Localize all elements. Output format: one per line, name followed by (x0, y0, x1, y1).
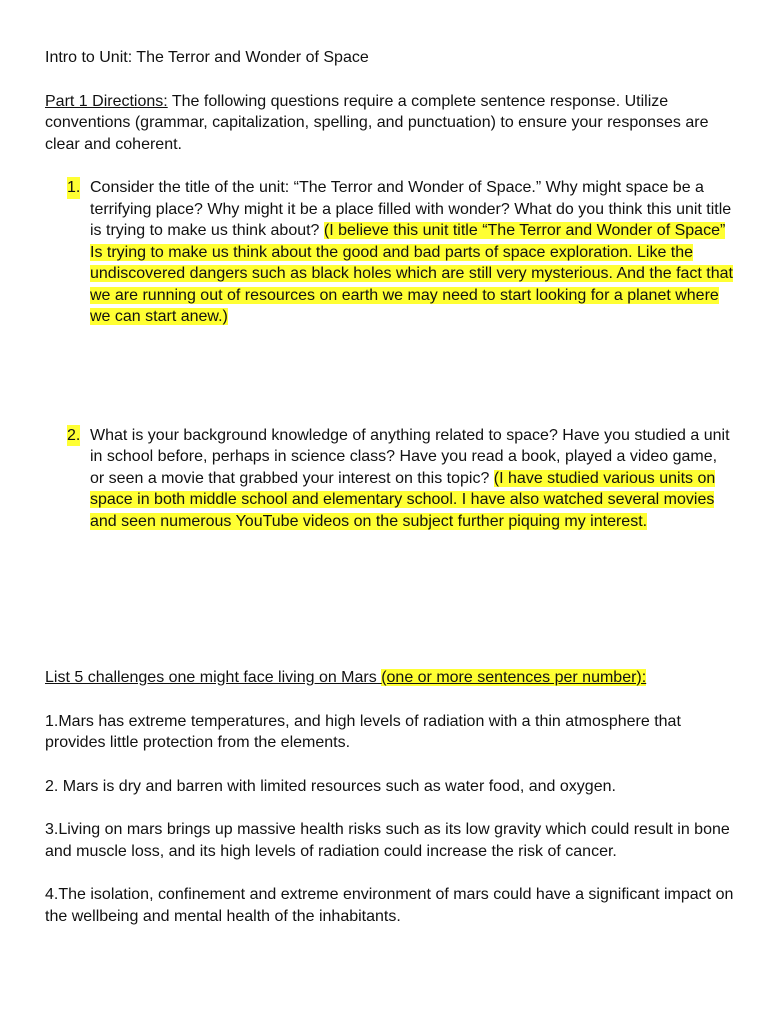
part1-directions (45, 91, 735, 156)
question-number: 2. (67, 425, 80, 447)
challenge-item: 3.Living on mars brings up massive health risks such as its low gravity which could result in bone and muscle loss, and its high levels of radiation could increase the risk of cancer. (45, 821, 730, 860)
question-answer: (I have studied various units on space in both middle school and elementary school. I have also watched several movies and seen numerous YouTube videos on the subject further piquing my interest. (90, 469, 716, 530)
part1-directions-text: The following questions require a complete sentence response. Utilize conventions (grammar, capitalization, spelling, and punctuation) to ensure your responses are clear and coherent. (45, 92, 709, 153)
challenges-heading-text: List 5 challenges one might face living on Mars (45, 669, 382, 686)
part1-directions-label: Part 1 Directions: (45, 92, 168, 110)
question-prompt: What is your background knowledge of anything related to space? Have you studied a unit in school before, perhaps in science class? Have you read a book, played a video game, or seen a movie that grabbed your interest on this topic? (90, 426, 730, 487)
challenges-heading-note: (one or more sentences per number): (381, 669, 647, 686)
question-prompt: Consider the title of the unit: “The Terror and Wonder of Space.” Why might space be a terrifying place? Why might it be a place filled with wonder? What do you think this unit title is trying to make us think about? (90, 179, 732, 239)
question-item-2 (45, 425, 735, 533)
question-number: 1. (67, 177, 80, 199)
challenges-heading (45, 667, 735, 689)
challenge-item: 2. Mars is dry and barren with limited resources such as water food, and oxygen. (45, 777, 616, 795)
document-page (45, 47, 735, 949)
challenge-item: 1.Mars has extreme temperatures, and high levels of radiation with a thin atmosphere that provides little protection from the elements. (45, 712, 681, 751)
question-item-1 (45, 177, 735, 328)
question-answer: (I believe this unit title “The Terror and Wonder of Space” Is trying to make us think about the good and bad parts of space exploration. Like the undiscovered dangers such as black holes which are still very mysterious. And the fact that we are running out of resources on earth we may need to start looking for a planet where we can start anew.) (90, 222, 733, 325)
question-list (45, 177, 735, 532)
document-title: Intro to Unit: The Terror and Wonder of Space (45, 49, 369, 66)
challenge-item: 4.The isolation, confinement and extreme environment of mars could have a significant impact on the wellbeing and mental health of the inhabitants. (45, 886, 734, 925)
